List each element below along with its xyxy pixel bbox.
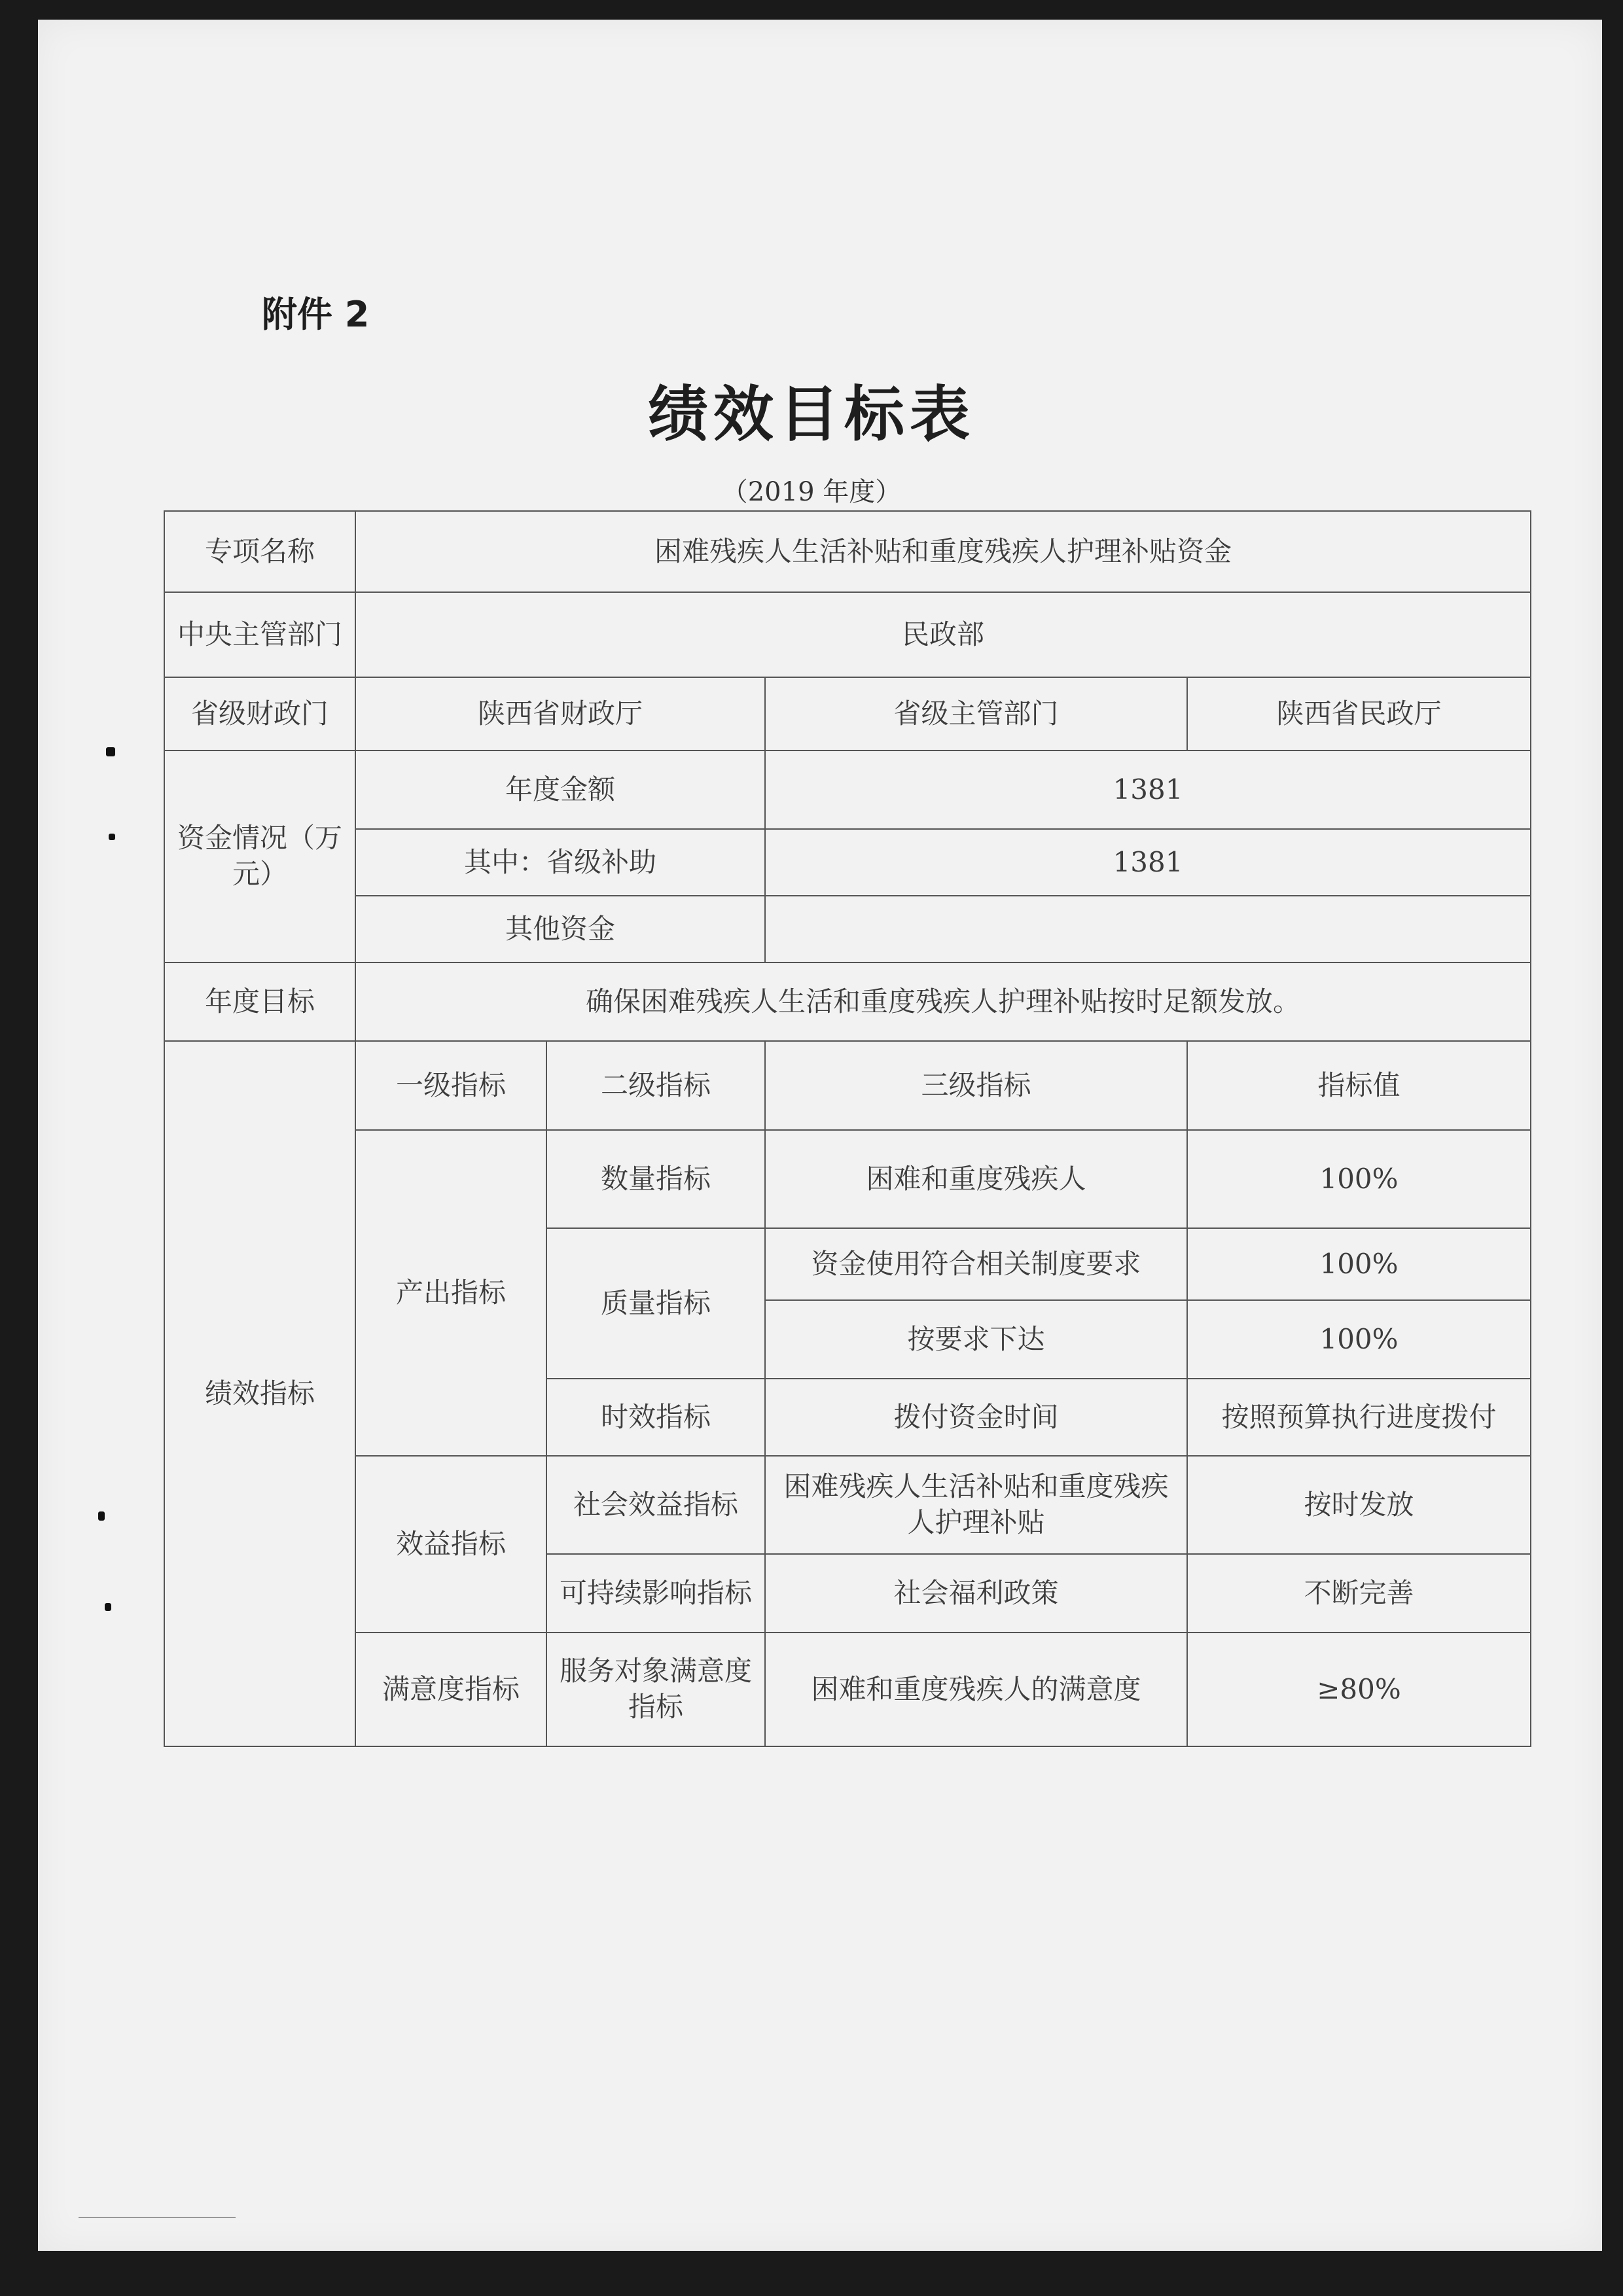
quality-indicator-item-2: 按要求下达 <box>765 1300 1187 1379</box>
quantity-indicator-item: 困难和重度残疾人 <box>765 1130 1187 1228</box>
social-benefit-item: 困难残疾人生活补贴和重度残疾人护理补贴 <box>765 1456 1187 1554</box>
quality-indicator-value-2: 100% <box>1187 1300 1531 1379</box>
table-row <box>164 751 1531 829</box>
table-row <box>164 677 1531 751</box>
other-funds-value <box>765 896 1531 963</box>
satisfaction-value: ≥80% <box>1187 1633 1531 1746</box>
provincial-subsidy-label: 其中：省级补助 <box>355 829 765 896</box>
table-row <box>164 896 1531 963</box>
satisfaction-item: 困难和重度残疾人的满意度 <box>765 1633 1187 1746</box>
scan-artifact-mark <box>105 1603 111 1611</box>
provincial-subsidy-value: 1381 <box>765 829 1531 896</box>
quality-indicator-item-1: 资金使用符合相关制度要求 <box>765 1228 1187 1300</box>
annual-amount-label: 年度金额 <box>355 751 765 829</box>
output-indicator-label: 产出指标 <box>355 1130 546 1456</box>
prov-dept-label: 省级主管部门 <box>765 677 1187 751</box>
annual-goal-label: 年度目标 <box>164 963 355 1041</box>
central-dept-label: 中央主管部门 <box>164 592 355 677</box>
satisfaction-indicator-label: 满意度指标 <box>355 1633 546 1746</box>
scan-artifact-mark <box>106 747 115 756</box>
annual-amount-value: 1381 <box>765 751 1531 829</box>
perf-indicators-label: 绩效指标 <box>164 1041 355 1746</box>
timeliness-indicator-item: 拨付资金时间 <box>765 1379 1187 1456</box>
table-row <box>164 1456 1531 1554</box>
quantity-indicator-label: 数量指标 <box>546 1130 765 1228</box>
table-row <box>164 829 1531 896</box>
social-benefit-value: 按时发放 <box>1187 1456 1531 1554</box>
document-subtitle: （2019 年度） <box>721 477 902 507</box>
service-satisfaction-label: 服务对象满意度指标 <box>546 1633 765 1746</box>
col-header-value: 指标值 <box>1187 1041 1531 1130</box>
quality-indicator-value-1: 100% <box>1187 1228 1531 1300</box>
col-header-level2: 二级指标 <box>546 1041 765 1130</box>
sustainability-value: 不断完善 <box>1187 1554 1531 1633</box>
project-name-value: 困难残疾人生活补贴和重度残疾人护理补贴资金 <box>355 511 1531 592</box>
table-row <box>164 511 1531 592</box>
scan-artifact-mark <box>109 834 115 840</box>
prov-finance-label: 省级财政门 <box>164 677 355 751</box>
table-row <box>164 1041 1531 1130</box>
document-title: 绩效目标表 <box>647 379 975 450</box>
central-dept-value: 民政部 <box>355 592 1531 677</box>
social-benefit-label: 社会效益指标 <box>546 1456 765 1554</box>
annual-goal-value: 确保困难残疾人生活和重度残疾人护理补贴按时足额发放。 <box>355 963 1531 1041</box>
timeliness-indicator-label: 时效指标 <box>546 1379 765 1456</box>
sustainability-label: 可持续影响指标 <box>546 1554 765 1633</box>
col-header-level3: 三级指标 <box>765 1041 1187 1130</box>
table-row <box>164 1633 1531 1746</box>
quantity-indicator-value: 100% <box>1187 1130 1531 1228</box>
benefit-indicator-label: 效益指标 <box>355 1456 546 1633</box>
sustainability-item: 社会福利政策 <box>765 1554 1187 1633</box>
other-funds-label: 其他资金 <box>355 896 765 963</box>
funds-label: 资金情况（万元） <box>164 751 355 963</box>
timeliness-indicator-value: 按照预算执行进度拨付 <box>1187 1379 1531 1456</box>
performance-target-table <box>164 510 1531 1747</box>
table-row <box>164 963 1531 1041</box>
footer-rule <box>79 2217 236 2218</box>
scan-artifact-mark <box>98 1511 105 1521</box>
prov-dept-value: 陕西省民政厅 <box>1187 677 1531 751</box>
prov-finance-value: 陕西省财政厅 <box>355 677 765 751</box>
table-row <box>164 1130 1531 1228</box>
table-row <box>164 592 1531 677</box>
project-name-label: 专项名称 <box>164 511 355 592</box>
quality-indicator-label: 质量指标 <box>546 1228 765 1379</box>
col-header-level1: 一级指标 <box>355 1041 546 1130</box>
attachment-label: 附件 2 <box>262 294 370 335</box>
